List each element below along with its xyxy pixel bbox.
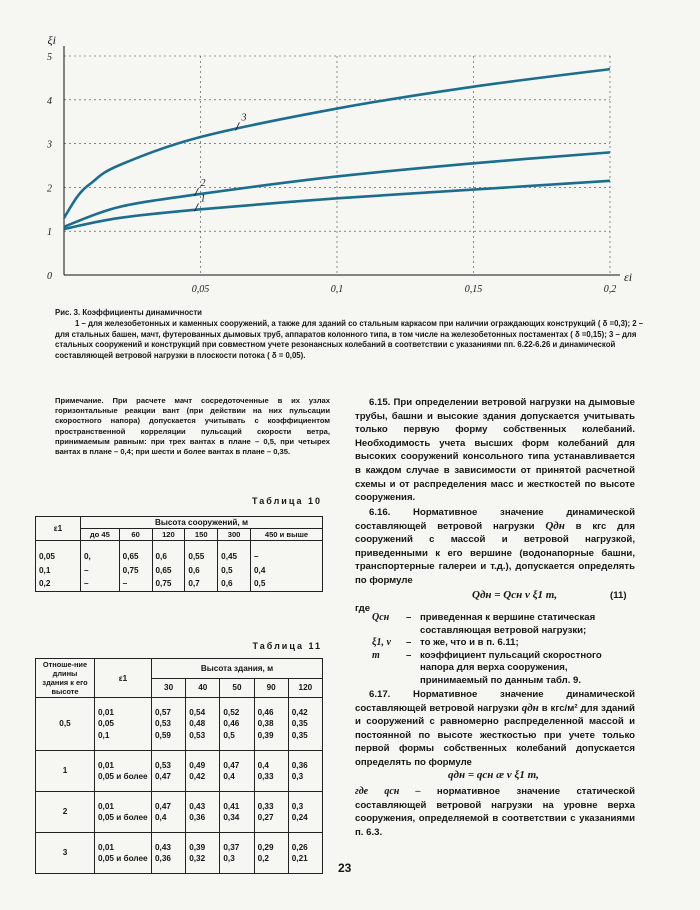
table-cell: 0,05 [36, 541, 81, 564]
ratio-cell: 1 [36, 751, 95, 792]
table-value: 0,4 [223, 772, 235, 781]
table-value: 0,39 [257, 730, 274, 740]
eps-value: 0,01 [98, 842, 114, 852]
table10-column-header: 300 [218, 529, 251, 541]
table-value: 0,36 [291, 760, 308, 770]
section-6-16 [355, 506, 635, 588]
table-cell: 0,65 [119, 541, 152, 564]
table-value: 0,33 [257, 772, 274, 781]
section-6-15-number: 6.15. [369, 397, 391, 408]
table-value: 0,52 [223, 707, 240, 717]
table-value: 0,47 [155, 772, 171, 781]
table-value: 0,54 [189, 707, 206, 717]
table-row [36, 698, 323, 751]
table11-body [36, 698, 323, 874]
value-cell [220, 833, 254, 874]
formula-12: qдн = qсн æ ν ξ1 m, [448, 769, 539, 781]
table-cell: 0,7 [185, 577, 218, 591]
table-value: 0,3 [291, 772, 304, 781]
figure-caption-body: 1 – для железобетонных и каменных сооружений, а также для зданий со стальным каркасом при наличии ограждающих конструкций ( δ =0,3); 2 – для стальных башен, мачт, футерованных дымовых труб, аппаратов колонного типа, в том числе на железобетонных постаментах ( δ =0,15); 3 – для стальных сооружений и конструкций при совместном учете резонансных колебаний в соответствии с указаниями пп. 6.22-6.26 и динамической составляющей ветровой нагрузки в плоскости потока ( δ = 0,05). [55, 319, 644, 360]
value-cell [186, 792, 220, 833]
note-paragraph: Примечание. При расчете мачт сосредоточенные в их узлах горизонтальные реакции вант (при действии на них пульсации скоростного напора) допускается учитывать с коэффициентом пространственной корреляции пульсаций скорости ветра, принимаемым равным: при трех вантах в плане – 0,5, при четырех вантах в плане – 0,4; при шести и более вантах в плане – 0,35. [55, 396, 330, 457]
value-cell [220, 751, 254, 792]
eps-value: 0,05 и более [98, 772, 148, 781]
table-value: 0,29 [257, 842, 274, 852]
table11-column-header: 50 [220, 678, 254, 698]
table11-group-header: Высота здания, м [152, 659, 323, 679]
eps-value: 0,1 [98, 730, 110, 740]
definition-row [372, 612, 637, 637]
table10-column-header: 60 [119, 529, 152, 541]
definition-text: коэффициент пульсаций скоростного напора для верха сооружения, принимаемый по данным табл. 9. [420, 649, 602, 686]
ratio-cell: 3 [36, 833, 95, 874]
table-value: 0,47 [155, 801, 171, 811]
value-cell [288, 698, 322, 751]
definition-symbol: где qсн – [355, 786, 421, 797]
table-value: 0,3 [291, 801, 304, 811]
table11-caption: Таблица 11 [252, 641, 322, 651]
section-6-17-unit: в кгс/м² для [541, 702, 599, 714]
section-6-16-unit: в кгс для [575, 520, 635, 532]
table-value: 0,46 [257, 707, 274, 717]
table10-column-header: до 45 [81, 529, 120, 541]
formula-11-number: (11) [610, 590, 627, 601]
table-value: 0,49 [189, 760, 206, 770]
table-value: 0,47 [223, 760, 240, 770]
table-value: 0,42 [291, 707, 308, 717]
table10-column-header: 120 [152, 529, 185, 541]
section-6-16-text1: Нормативное значение динамической составляющей ветровой нагрузки [355, 507, 635, 532]
table10-eps-header: ε1 [36, 517, 81, 541]
dynamic-coefficient-chart [0, 0, 700, 300]
chart-grid [64, 56, 610, 275]
ratio-cell: 2 [36, 792, 95, 833]
table-value: 0,2 [257, 854, 269, 863]
value-cell [186, 833, 220, 874]
formula-11-definitions [372, 612, 637, 687]
table-value: 0,4 [257, 760, 269, 770]
y-tick-label: 0 [47, 271, 52, 282]
eps-cell [95, 751, 152, 792]
section-6-17-number: 6.17. [369, 689, 391, 700]
value-cell [220, 698, 254, 751]
table-value: 0,21 [291, 854, 308, 863]
section-6-16-text2: сооружений с массой и ветровой нагрузкой, приведенными к его вершине (водонапорные башни, транспортерные галереи и т.д.), допускается определять по формуле [355, 534, 635, 586]
table-value: 0,43 [155, 842, 171, 852]
value-cell [186, 751, 220, 792]
value-cell [152, 751, 186, 792]
section-6-17-text2: зданий и сооружений с равномерно распределенной массой и постоянной по высоте жесткостью при учете только первой формы собственных колебаний допускается определять по формуле [355, 702, 635, 768]
table-value: 0,41 [223, 801, 240, 811]
table-cell: 0, [81, 541, 120, 564]
value-cell [152, 833, 186, 874]
table-value: 0,53 [155, 719, 171, 729]
definition-symbol: m [372, 649, 380, 661]
table-value: 0,27 [257, 813, 274, 822]
table11-column-header: 40 [186, 678, 220, 698]
table-value: 0,38 [257, 719, 274, 729]
definition-dash: – [406, 612, 412, 623]
definition-text: приведенная к вершине статическая составляющая ветровой нагрузки; [420, 612, 596, 636]
table-value: 0,53 [189, 730, 206, 740]
y-tick-label: 1 [47, 227, 52, 239]
x-tick-label: 0,1 [330, 284, 344, 295]
ratio-cell: 0,5 [36, 698, 95, 751]
definition-symbol: ξ1, ν [372, 637, 391, 648]
value-cell [152, 792, 186, 833]
x-tick-label: 0,2 [603, 284, 617, 295]
table-row [36, 564, 323, 578]
table-row [36, 751, 323, 792]
table-row [36, 577, 323, 591]
table-row [36, 792, 323, 833]
table-value: 0,37 [223, 842, 240, 852]
section-6-15 [355, 396, 635, 505]
figure-caption [55, 308, 645, 361]
table-cell: – [119, 577, 152, 591]
value-cell [254, 751, 288, 792]
chart-axes [64, 46, 620, 275]
eps-value: 0,01 [98, 707, 114, 717]
value-cell [186, 698, 220, 751]
table-cell: 0,1 [36, 564, 81, 578]
table-value: 0,26 [291, 842, 308, 852]
table10-body [36, 541, 323, 592]
value-cell [288, 751, 322, 792]
table11-ratio-header: Отноше-ние длины здания к его высоте [36, 659, 95, 698]
table-value: 0,5 [223, 730, 235, 740]
curve-label: 3 [241, 112, 247, 124]
table10-caption: Таблица 10 [251, 496, 322, 506]
table-value: 0,24 [291, 813, 308, 822]
table11-eps-header: ε1 [95, 659, 152, 698]
definition-dash: – [406, 637, 412, 648]
table-value: 0,48 [189, 719, 206, 729]
y-axis-label: ξi [47, 33, 56, 47]
table-value: 0,34 [223, 813, 240, 822]
table-cell: – [81, 564, 120, 578]
chart-labels [46, 33, 632, 295]
table10-group-header: Высота сооружений, м [81, 517, 323, 529]
table-cell: 0,75 [119, 564, 152, 578]
table11 [35, 658, 323, 874]
table-cell: 0,6 [152, 541, 185, 564]
table-cell: 0,65 [152, 564, 185, 578]
where-label: где [355, 603, 371, 614]
chart-curves [64, 69, 610, 229]
value-cell [288, 792, 322, 833]
value-cell [288, 833, 322, 874]
table-value: 0,4 [155, 813, 167, 822]
eps-value: 0,01 [98, 760, 114, 770]
table-value: 0,3 [223, 854, 235, 863]
definition-symbol: Qсн [372, 612, 390, 623]
section-6-15-text: При определении ветровой нагрузки на дымовые трубы, башни и высокие здания допускается учитывать только первую форму собственных колебаний. Необходимость учета высших форм колебаний для высоких сооружений консольного типа устанавливается в каждом случае в зависимости от принятой расчетной схемы и от распределения масс и жесткостей по высоте сооружения. [355, 397, 635, 504]
section-6-17-text1: Нормативное значение динамической составляющей ветровой нагрузки [355, 689, 635, 714]
definition-row [372, 637, 637, 650]
definition-text: нормативное значение статической составляющей ветровой нагрузки на уровне верха сооружения, определяемой в соответствии с указаниями п. 6.3. [355, 786, 635, 838]
table-cell: – [81, 577, 120, 591]
table11-column-header: 90 [254, 678, 288, 698]
x-tick-label: 0,05 [191, 284, 210, 295]
figure-caption-title: Рис. 3. Коэффициенты динамичности [55, 308, 202, 317]
y-tick-label: 5 [47, 52, 52, 63]
definition-dash: – [406, 649, 412, 661]
table-cell: 0,2 [36, 577, 81, 591]
table-cell: 0,5 [218, 564, 251, 578]
table-value: 0,57 [155, 707, 171, 717]
curve-label: 2 [200, 177, 206, 189]
definition-text: то же, что и в п. 6.11; [420, 637, 519, 648]
page-number: 23 [338, 861, 352, 875]
eps-value: 0,05 и более [98, 813, 148, 822]
table-cell: 0,4 [250, 564, 322, 578]
table10-column-header: 450 и выше [250, 529, 322, 541]
eps-cell [95, 833, 152, 874]
table-cell: 0,5 [250, 577, 322, 591]
value-cell [254, 792, 288, 833]
eps-cell [95, 698, 152, 751]
table11-column-header: 120 [288, 678, 322, 698]
section-6-16-symbol: Qдн [545, 519, 565, 532]
table-value: 0,43 [189, 801, 206, 811]
table-value: 0,59 [155, 730, 171, 740]
table-value: 0,53 [155, 760, 171, 770]
curve-label: 1 [200, 193, 206, 205]
table-value: 0,32 [189, 854, 206, 863]
eps-cell [95, 792, 152, 833]
table-value: 0,39 [189, 842, 206, 852]
table-cell: 0,55 [185, 541, 218, 564]
section-6-16-number: 6.16. [369, 507, 391, 518]
table-cell: – [250, 541, 322, 564]
table-value: 0,35 [291, 730, 308, 740]
table-value: 0,33 [257, 801, 274, 811]
eps-value: 0,01 [98, 801, 114, 811]
section-6-17-definition [355, 785, 635, 839]
table-value: 0,46 [223, 719, 240, 729]
table-value: 0,35 [291, 719, 308, 729]
table-cell: 0,45 [218, 541, 251, 564]
table-cell: 0,6 [218, 577, 251, 591]
value-cell [254, 698, 288, 751]
section-6-17-symbol: qдн [521, 701, 539, 714]
table10 [35, 516, 323, 592]
eps-value: 0,05 [98, 719, 114, 729]
definition-row [372, 650, 637, 688]
value-cell [152, 698, 186, 751]
table-value: 0,36 [189, 813, 206, 822]
table11-column-header: 30 [152, 678, 186, 698]
table-cell: 0,75 [152, 577, 185, 591]
formula-11: Qдн = Qсн ν ξ1 m, [472, 589, 558, 601]
table-cell: 0,6 [185, 564, 218, 578]
table10-column-header: 150 [185, 529, 218, 541]
x-axis-label: εi [624, 270, 633, 284]
y-tick-label: 2 [47, 183, 52, 195]
y-tick-label: 3 [47, 139, 52, 151]
value-cell [220, 792, 254, 833]
value-cell [254, 833, 288, 874]
table-value: 0,36 [155, 854, 171, 863]
x-tick-label: 0,15 [464, 284, 483, 295]
table-value: 0,42 [189, 772, 206, 781]
y-tick-label: 4 [47, 95, 52, 107]
section-6-17 [355, 688, 635, 770]
table-row [36, 541, 323, 564]
table-row [36, 833, 323, 874]
eps-value: 0,05 и более [98, 854, 148, 863]
